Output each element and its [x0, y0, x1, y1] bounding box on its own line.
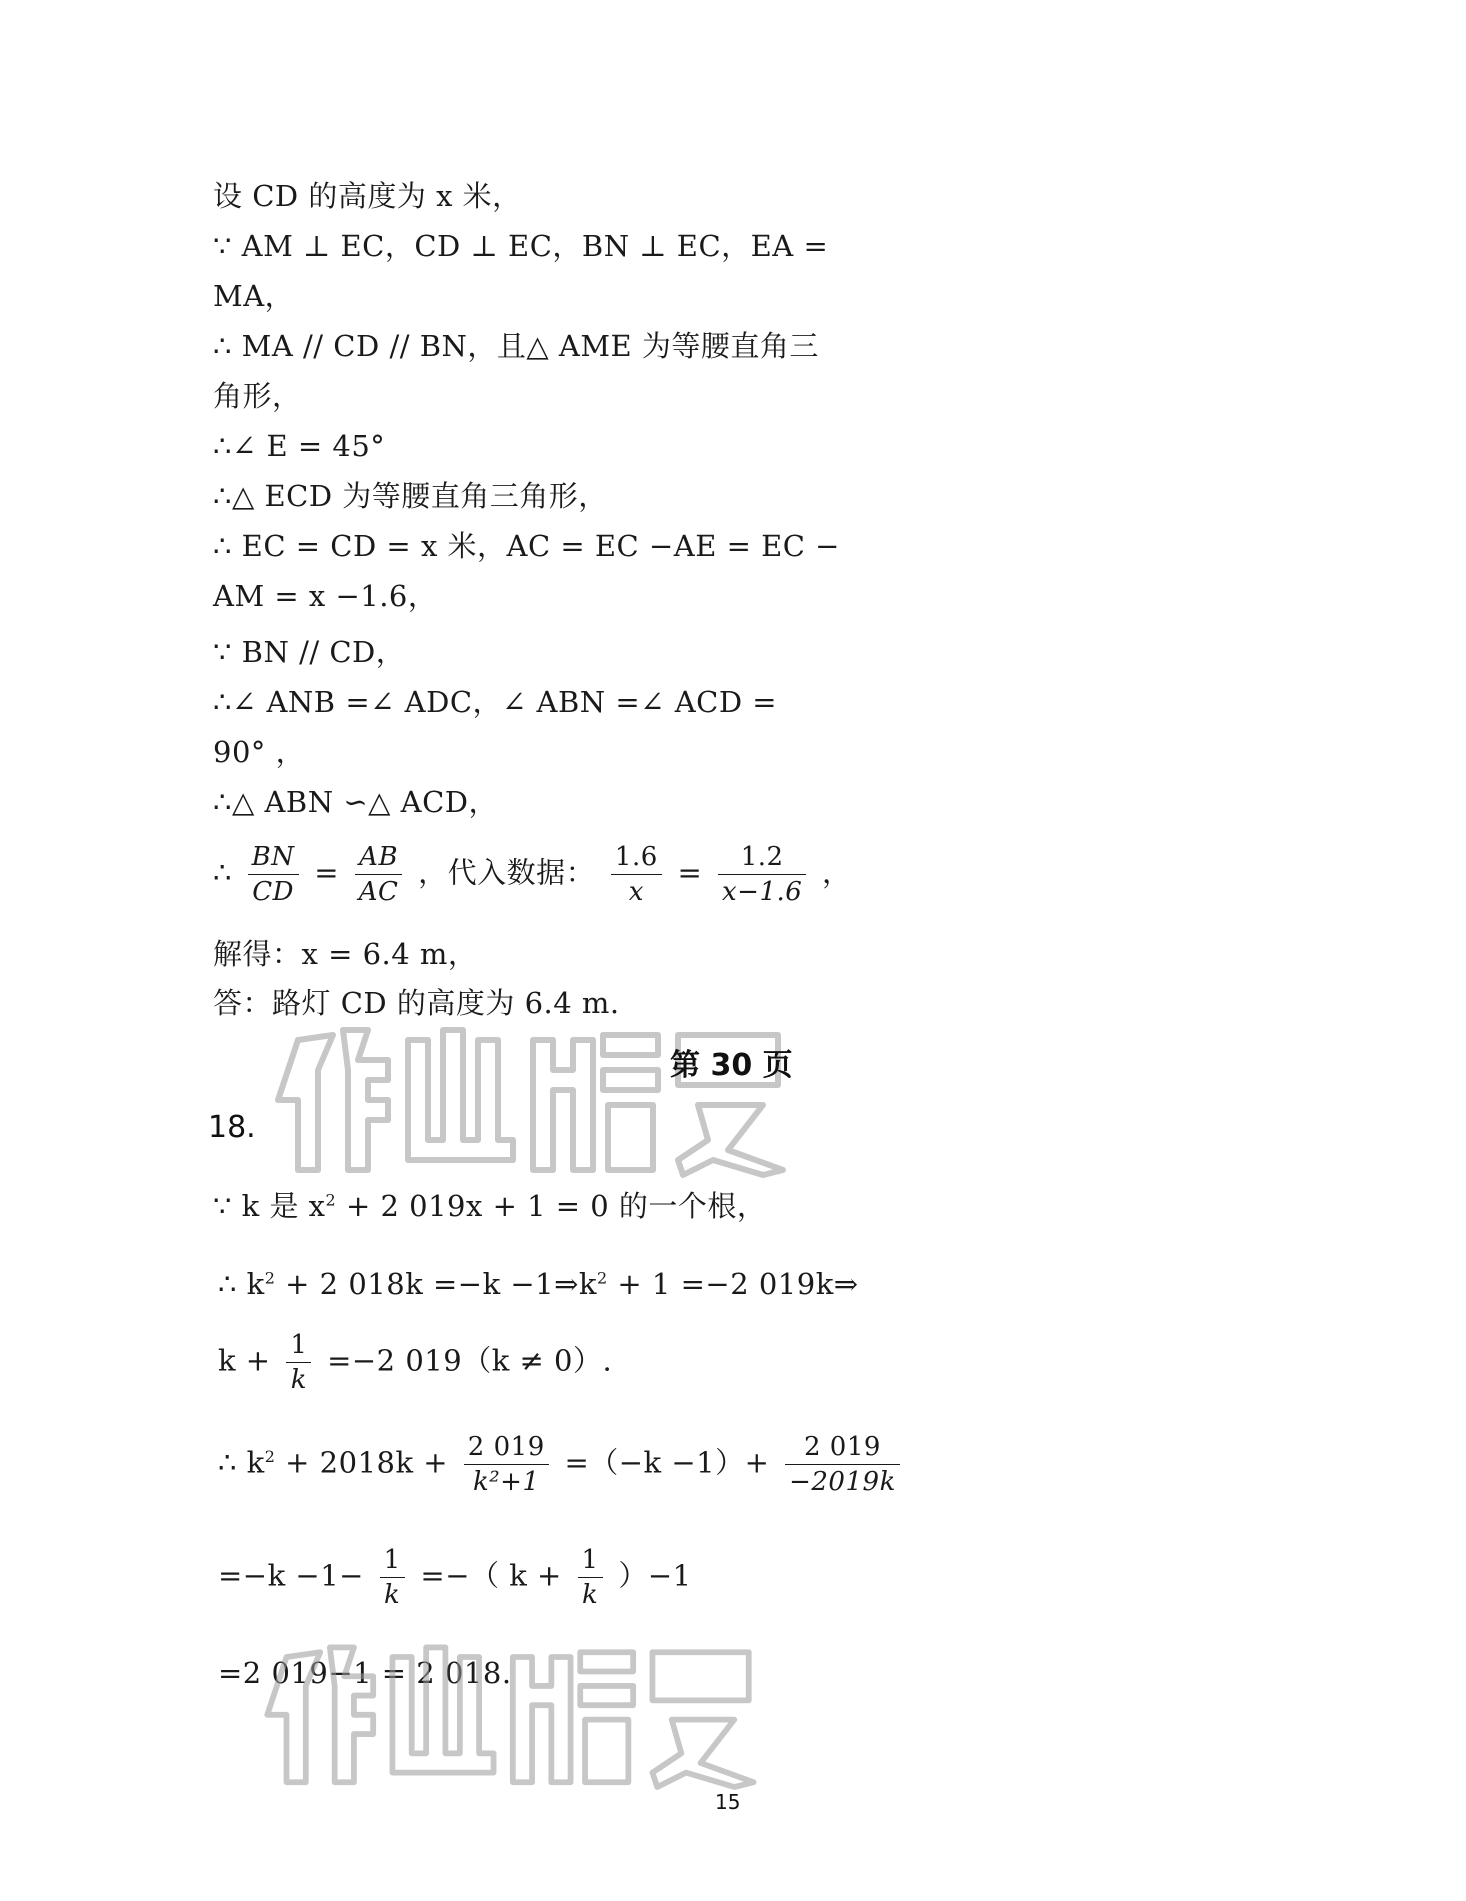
text-line: 解得：x = 6.4 m， — [213, 937, 478, 971]
fraction: $\frac{2 019}{\text{k²+1}}$ — [464, 1432, 549, 1497]
watermark-logo — [258, 1010, 798, 1180]
text-line: ∴△ ABN ∽△ ACD， — [213, 785, 499, 819]
text-line: 设 CD 的高度为 x 米， — [213, 179, 522, 213]
text-line: 答：路灯 CD 的高度为 6.4 m. — [213, 986, 620, 1020]
therefore-symbol: ∴ — [213, 855, 232, 890]
text-line: ∴ EC = CD = x 米，AC = EC −AE = EC − — [213, 529, 840, 563]
fraction: $\frac{1}{k}$ — [286, 1330, 311, 1395]
text-line: AM = x −1.6， — [213, 579, 438, 613]
solution-line: k + $\frac{1}{k}$ =−2 019（k ≠ 0）. — [218, 1330, 613, 1395]
substitute-label: ，代入数据： — [418, 855, 596, 890]
watermark-logo — [248, 1625, 768, 1795]
fraction: $\frac{2 019}{-2019k}$ — [785, 1432, 900, 1497]
text-line: ∴△ ECD 为等腰直角三角形， — [213, 479, 608, 513]
text-line: 角形， — [213, 379, 302, 413]
fraction: $\frac{1}{k}$ — [578, 1545, 603, 1610]
page-number: 15 — [715, 1790, 741, 1814]
solution-line: ∴ $k^2 + 2$ $018k =-k -1\Rightarrow k^2 + 1 =-2$ 019k⇒ — [218, 1267, 859, 1301]
solution-line: =−k −1− $\frac{1}{k}$ =−（ k + $\frac{1}{k}$ ）−1 — [218, 1545, 692, 1610]
text-line: ∴∠ ANB =∠ ADC，∠ ABN =∠ ACD = — [213, 685, 778, 719]
text-line: 90° ， — [213, 735, 306, 769]
proportion-line — [213, 842, 852, 907]
fraction: $\frac{AB}{AC}$ — [355, 842, 403, 907]
fraction: $\frac{1.6}{x}$ — [611, 842, 662, 907]
text-line: ∵ AM ⊥ EC，CD ⊥ EC，BN ⊥ EC，EA = — [213, 229, 829, 263]
solution-line: =2 019−1 = 2 018. — [218, 1656, 512, 1690]
text-line: ∴∠ E = 45° — [213, 429, 386, 463]
section-heading: 第 30 页 — [670, 1048, 793, 1083]
equals-sign: = — [314, 855, 340, 890]
fraction: $\frac{1.2}{x-1.6}$ — [718, 842, 806, 907]
fraction: $\frac{1}{k}$ — [380, 1545, 405, 1610]
text-line: MA， — [213, 279, 295, 313]
text-line: ∴ MA // CD // BN，且△ AME 为等腰直角三 — [213, 329, 819, 363]
fraction: $\frac{BN}{CD}$ — [248, 842, 299, 907]
solution-line: ∵ k 是 $x^2 + 2$ 019x + 1 = 0 的一个根， — [213, 1189, 767, 1223]
question-number: 18. — [208, 1110, 256, 1145]
comma: ， — [822, 855, 852, 890]
equals-sign: = — [677, 855, 703, 890]
text-line: ∵ BN // CD， — [213, 635, 406, 669]
solution-line: ∴ $k^2 + 2018k$ + $\frac{2 019}{\text{k²+1}}$ =（−k −1）+ $\frac{2 019}{-2019k}$ — [218, 1432, 906, 1497]
